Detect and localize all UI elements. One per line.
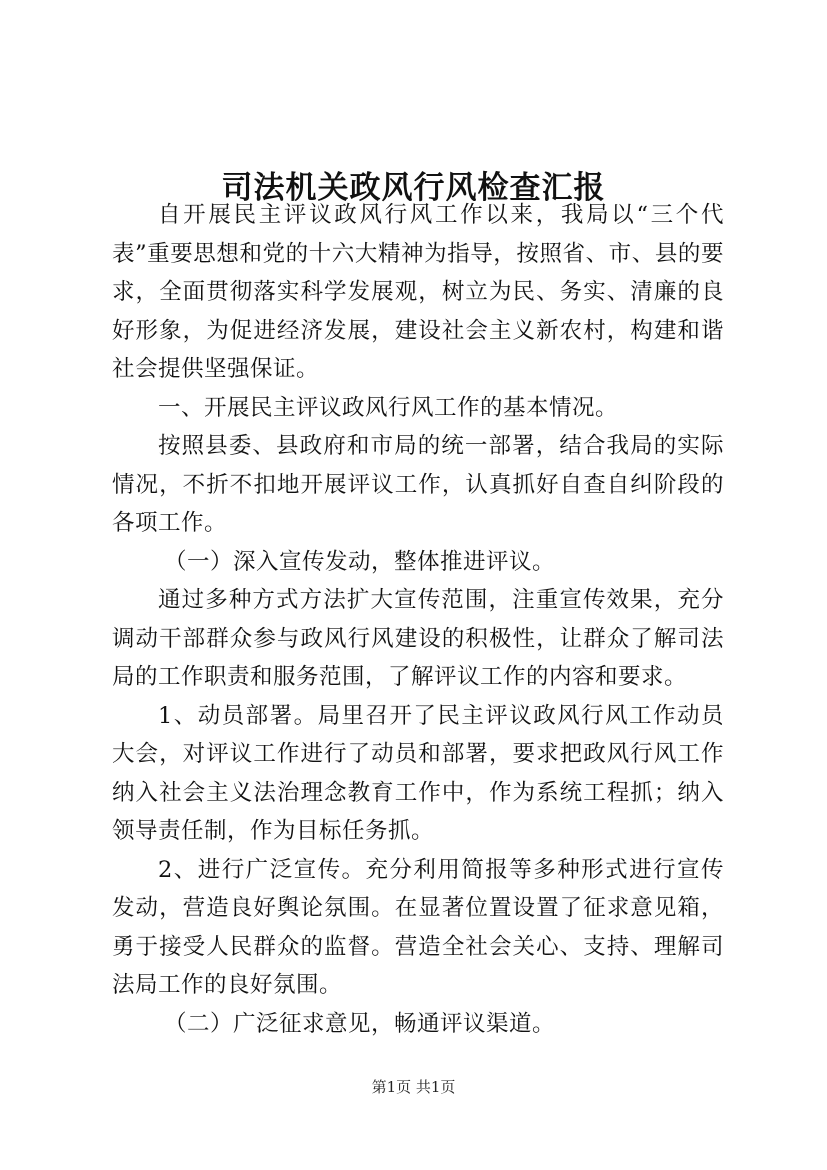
subsection-heading-1: （一）深入宣传发动，整体推进评议。 [164, 548, 556, 575]
paragraph-deployment: 按照县委、县政府和市局的统一部署，结合我局的实际情况，不折不扣地开展评议工作，认真抓好自查自纠阶段的各项工作。 [112, 433, 724, 536]
document-body [112, 196, 724, 1043]
document-title: 司法机关政风行风检查汇报 [221, 169, 606, 206]
paragraph-intro: 自开展民主评议政风行风工作以来，我局以“三个代表”重要思想和党的十六大精神为指导，按照省、市、县的要求，全面贯彻落实科学发展观，树立为民、务实、清廉的良好形象，为促进经济发展，建设社会主义新农村，构建和谐社会提供坚强保证。 [112, 202, 724, 382]
paragraph-item-2: 2、进行广泛宣传。充分利用简报等多种形式进行宣传发动，营造良好舆论氛围。在显著位置设置了征求意见箱，勇于接受人民群众的监督。营造全社会关心、支持、理解司法局工作的良好氛围。 [112, 856, 724, 998]
page-number-footer: 第1页 共1页 [371, 1078, 456, 1096]
paragraph-item-1: 1、动员部署。局里召开了民主评议政风行风工作动员大会，对评议工作进行了动员和部署，要求把政风行风工作纳入社会主义法治理念教育工作中，作为系统工程抓；纳入领导责任制，作为目标任务抓。 [112, 702, 724, 844]
subsection-heading-2: （二）广泛征求意见，畅通评议渠道。 [164, 1010, 556, 1037]
paragraph-publicity: 通过多种方式方法扩大宣传范围，注重宣传效果，充分调动干部群众参与政风行风建设的积极性，让群众了解司法局的工作职责和服务范围，了解评议工作的内容和要求。 [112, 587, 724, 690]
section-heading-1: 一、开展民主评议政风行风工作的基本情况。 [158, 394, 619, 421]
